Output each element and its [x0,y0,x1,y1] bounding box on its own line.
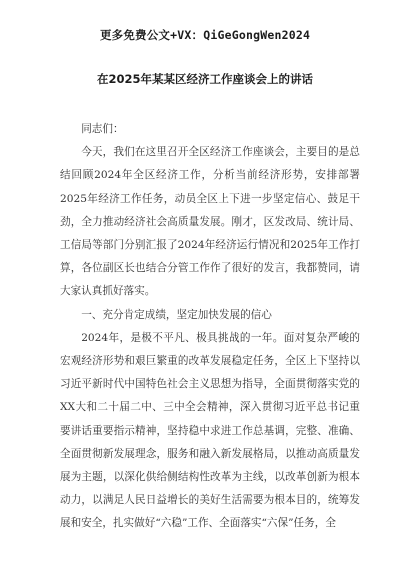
document-title: 在2025年某某区经济工作座谈会上的讲话 [96,72,313,86]
paragraph-intro: 今天，我们在这里召开全区经济工作座谈会，主要目的是总结回顾2024年全区经济工作，分析当前经济形势，安排部署2025年经济工作任务，动员全区上下进一步坚定信心、鼓足干劲，全力推动经济社会高质量发展。刚才，区发改局、统计局、工信局等部门分别汇报了2024年经济运行情况和2025年工作打算，各位副区长也结合分管工作作了很好的发言，我都赞同，请大家认真抓好落实。 [60,146,360,298]
section-heading: 一、充分肯定成绩，坚定加快发展的信心 [81,308,272,321]
header-note: 更多免费公文+VX：QiGeGongWen2024 [99,28,311,42]
salutation: 同志们： [81,123,124,135]
paragraph-review: 2024年，是极不平凡、极具挑战的一年。面对复杂严峻的宏观经济形势和艰巨繁重的改革发展稳定任务，全区上下坚持以习近平新时代中国特色社会主义思想为指导，全面贯彻落实党的XX大和二十届二中、三中全会精神，深入贯彻习近平总书记重要讲话重要指示精神，坚持稳中求进工作总基调，完整、准确、全面贯彻新发展理念，服务和融入新发展格局，以推动高质量发展为主题，以深化供给侧结构性改革为主线，以改革创新为根本动力，以满足人民日益增长的美好生活需要为根本目的，统筹发展和安全，扎实做好“六稳”工作、全面落实“六保”任务，全 [60,331,360,530]
document-body [60,118,360,536]
